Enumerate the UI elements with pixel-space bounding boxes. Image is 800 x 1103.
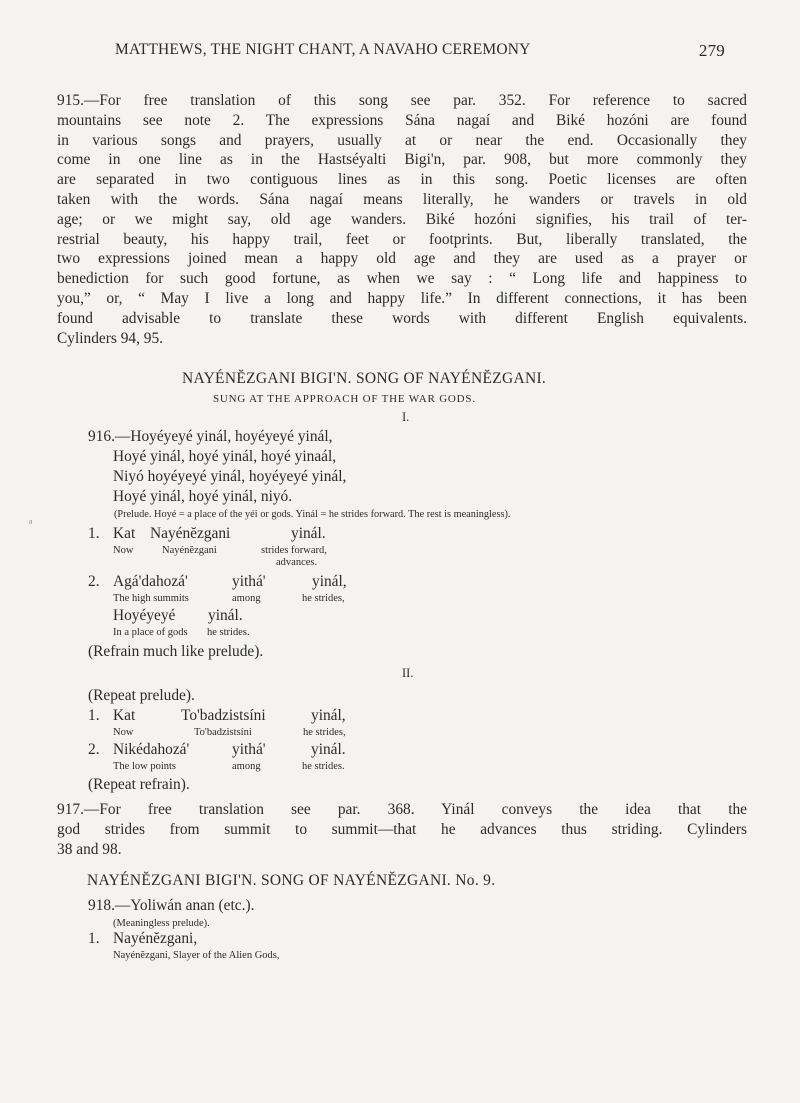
gloss: In a place of gods xyxy=(113,627,188,638)
text-line: benediction for such good fortune, as when we say : “ Long life and happiness to xyxy=(57,270,747,288)
running-title: MATTHEWS, THE NIGHT CHANT, A NAVAHO CEREMONY xyxy=(115,41,531,58)
section-number: I. xyxy=(402,410,410,424)
text-line: restrial beauty, his happy trail, feet or footprints. But, liberally translated, the xyxy=(57,230,747,248)
text-line: are separated in two contiguous lines as in this song. Poetic licenses are often xyxy=(57,171,747,189)
text-line: found advisable to translate these words with different English equivalents. xyxy=(57,309,747,327)
text-line: 38 and 98. xyxy=(57,840,122,858)
verse-word: yithá' xyxy=(232,573,266,590)
verse-word: yinál, xyxy=(312,573,347,590)
text-line: come in one line as in the Hastséyalti Bigi'n, par. 908, but more commonly they xyxy=(57,151,747,169)
text-line: 917.—For free translation see par. 368. Yinál conveys the idea that the xyxy=(57,801,747,818)
gloss: Nayénĕzgani xyxy=(162,545,217,556)
page-number: 279 xyxy=(698,41,725,60)
song-title: NAYÉNĔZGANI BIGI'N. SONG OF NAYÉNĔZGANI. xyxy=(182,370,547,387)
prelude-note: (Prelude. Hoyé = a place of the yéi or gods. Yinál = he strides forward. The rest is meaningless). xyxy=(114,509,511,520)
text-line: two expressions joined mean a happy old age and they are used as a prayer or xyxy=(57,250,747,268)
verse-word: To'badzistsíni xyxy=(181,707,266,724)
gloss: among xyxy=(232,593,261,604)
prelude-note: (Meaningless prelude). xyxy=(113,918,210,929)
verse-word: Hoyéyeyé xyxy=(113,607,176,624)
gloss: strides forward, xyxy=(261,545,327,556)
gloss: he strides, xyxy=(302,593,345,604)
refrain-note: (Refrain much like prelude). xyxy=(88,643,264,660)
gloss: Now xyxy=(113,727,134,738)
gloss: Nayénĕzgani, Slayer of the Alien Gods, xyxy=(113,950,280,961)
gloss: among xyxy=(232,761,261,772)
gloss: advances. xyxy=(276,557,318,568)
text-line: Cylinders 94, 95. xyxy=(57,329,164,347)
repeat-refrain: (Repeat refrain). xyxy=(88,776,190,793)
gloss: To'badzistsíni xyxy=(194,727,252,738)
paragraph-915 xyxy=(57,91,747,348)
verse-number: 2. xyxy=(88,741,100,758)
prelude-line: Niyó hoyéyeyé yinál, hoyéyeyé yinál, xyxy=(113,468,347,485)
verse-word: Nayénĕzgani xyxy=(150,525,231,542)
text-line: mountains see note 2. The expressions Sána nagaí and Biké hozóni are found xyxy=(57,111,747,129)
gloss: Now xyxy=(113,545,134,556)
gloss: The low points xyxy=(113,761,176,772)
paragraph-917 xyxy=(57,800,747,859)
text-line: in various songs and prayers, usually at or near the end. Occasionally they xyxy=(57,131,747,149)
gloss: The high summits xyxy=(113,593,189,604)
verse-word: Kat xyxy=(113,525,136,542)
gloss: he strides, xyxy=(303,727,346,738)
verse-word: yinál. xyxy=(208,607,243,624)
verse-number: 1. xyxy=(88,707,100,724)
verse-word: yinál. xyxy=(291,525,326,542)
verse-word: yinál, xyxy=(311,707,346,724)
text-line: 915.—For free translation of this song see par. 352. For reference to sacred xyxy=(57,92,747,109)
song-subtitle: SUNG AT THE APPROACH OF THE WAR GODS. xyxy=(213,393,476,405)
verse-word: Agá'dahozá' xyxy=(113,573,188,590)
verse-word: Nayénĕzgani, xyxy=(113,930,198,947)
margin-mark: ᵃ xyxy=(29,516,33,530)
prelude-line: Hoyé yinál, hoyé yinál, hoyé yinaál, xyxy=(113,448,337,465)
verse-word: Kat xyxy=(113,707,136,724)
verse-number: 2. xyxy=(88,573,100,590)
text-line: age; or we might say, old age wanders. Biké hozóni signifies, his trail of ter- xyxy=(57,210,747,228)
text-line: taken with the words. Sána nagaí means literally, he wanders or travels in old xyxy=(57,190,747,208)
prelude-line: Hoyé yinál, hoyé yinál, niyó. xyxy=(113,488,293,505)
verse-word: Nikédahozá' xyxy=(113,741,190,758)
prelude-line: 918.—Yoliwán anan (etc.). xyxy=(88,897,255,914)
verse-number: 1. xyxy=(88,525,100,542)
gloss: he strides. xyxy=(207,627,250,638)
gloss: he strides. xyxy=(302,761,345,772)
verse-number: 1. xyxy=(88,930,100,947)
song-title: NAYÉNĔZGANI BIGI'N. SONG OF NAYÉNĔZGANI. No. 9. xyxy=(87,872,496,889)
verse-word: yinál. xyxy=(311,741,346,758)
prelude-line: 916.—Hoyéyeyé yinál, hoyéyeyé yinál, xyxy=(88,428,333,445)
running-header xyxy=(115,41,725,59)
section-number: II. xyxy=(402,666,414,680)
text-line: you,” or, “ May I live a long and happy life.” In different connections, it has been xyxy=(57,289,747,307)
repeat-prelude: (Repeat prelude). xyxy=(88,687,195,704)
text-line: god strides from summit to summit—that he advances thus striding. Cylinders xyxy=(57,820,747,838)
verse-word: yithá' xyxy=(232,741,266,758)
